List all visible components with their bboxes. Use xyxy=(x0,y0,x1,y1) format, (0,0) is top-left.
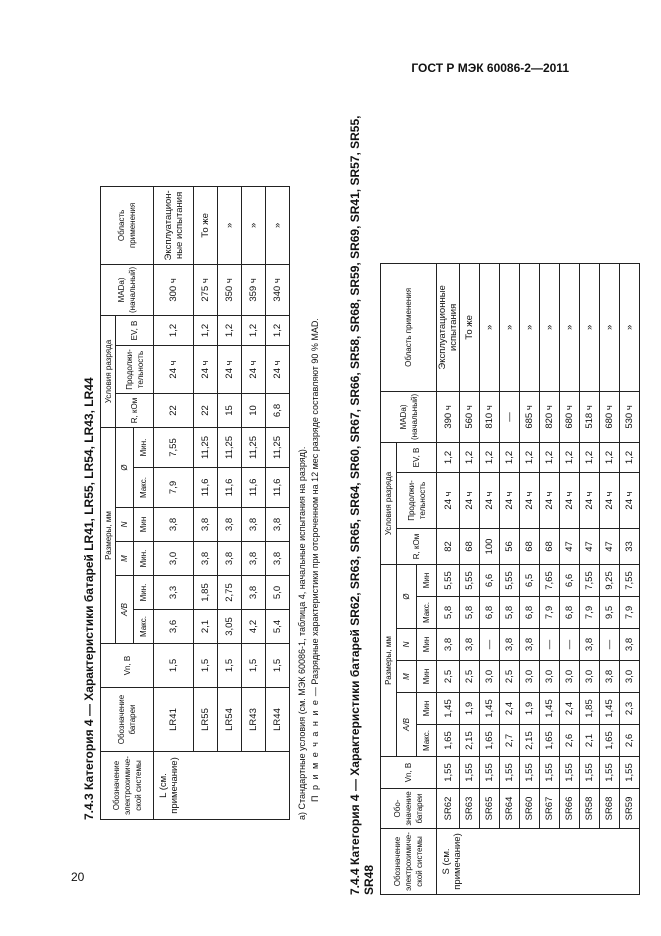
footnote: а) Стандартные условия (см. МЭК 60086-1, таблица 4, начальные испытания на разряд). xyxy=(297,446,307,820)
cell-ev: 1,2 xyxy=(560,443,580,473)
cell-m-min: 3,0 xyxy=(580,661,600,693)
th-n-min: Мин xyxy=(134,508,154,542)
cell-r: 47 xyxy=(560,529,580,565)
cell-area: » xyxy=(580,263,600,391)
cell-d-max: 9,5 xyxy=(600,597,620,629)
cell-area: » xyxy=(560,263,580,391)
cell-m-min: 3,8 xyxy=(600,661,620,693)
cell-d-max: 5,8 xyxy=(437,597,460,629)
section1-title: 7.4.3 Категория 4 — Характеристики батарей LR41, LR55, LR54, LR43, LR44 xyxy=(82,377,96,820)
cell-n-min: 3,8 xyxy=(242,508,266,542)
cell-bat: LR43 xyxy=(242,688,266,752)
cell-ab-max: 2,15 xyxy=(520,725,540,757)
cell-ab-max: 2,6 xyxy=(560,725,580,757)
cell-area: Эксплуатационные испытания xyxy=(437,263,460,391)
cell-n-min: — xyxy=(600,629,620,661)
cell-r: 22 xyxy=(154,394,194,428)
cell-mad: 680 ч xyxy=(600,391,620,442)
cell-ab-min: 1,9 xyxy=(520,693,540,725)
th-cond: Условия разряда xyxy=(101,316,116,428)
cell-m-min: 3,8 xyxy=(218,542,242,576)
th-system: Обозначение электрохимиче-ской системы xyxy=(381,829,437,895)
cell-d-min: 11,25 xyxy=(194,428,218,468)
cell-mad: 390 ч xyxy=(437,391,460,442)
cell-dur: 24 ч xyxy=(500,473,520,529)
th-system: Обозначение электрохимиче-ской системы xyxy=(101,752,154,820)
cell-vn: 1,55 xyxy=(600,757,620,789)
cell-vn: 1,55 xyxy=(480,757,500,789)
th-vn: Vn, В xyxy=(381,757,437,789)
cell-d-min: 6,6 xyxy=(560,565,580,597)
th-r: R, кОм xyxy=(397,529,437,565)
cell-ev: 1,2 xyxy=(154,316,194,346)
cell-ab-min: 2,75 xyxy=(218,576,242,610)
cell-ab-max: 3,6 xyxy=(154,610,194,644)
cell-dur: 24 ч xyxy=(560,473,580,529)
cell-system: L (см. примечание) xyxy=(154,752,290,820)
cell-vn: 1,5 xyxy=(154,644,194,688)
cell-area: » xyxy=(600,263,620,391)
table-row xyxy=(540,263,560,894)
th-ab: A/B xyxy=(397,693,417,757)
cell-ev: 1,2 xyxy=(460,443,480,473)
cell-d-max: 11,6 xyxy=(194,468,218,508)
table-row xyxy=(480,263,500,894)
cell-m-min: 3,8 xyxy=(194,542,218,576)
cell-area: Эксплуатацион-ные испытания xyxy=(154,186,194,264)
table-row xyxy=(266,186,290,819)
table-row xyxy=(600,263,620,894)
cell-m-min: 3,8 xyxy=(266,542,290,576)
cell-r: 33 xyxy=(620,529,640,565)
cell-m-min: 2,5 xyxy=(460,661,480,693)
cell-bat: SR62 xyxy=(437,789,460,829)
cell-r: 56 xyxy=(500,529,520,565)
th-ev: EV, В xyxy=(397,443,437,473)
cell-mad: 820 ч xyxy=(540,391,560,442)
cell-d-min: 7,65 xyxy=(540,565,560,597)
cell-vn: 1,55 xyxy=(540,757,560,789)
note-label: П р и м е ч а н и е xyxy=(310,698,320,802)
cell-d-min: 6,6 xyxy=(480,565,500,597)
cell-d-min: 5,55 xyxy=(500,565,520,597)
cell-mad: 680 ч xyxy=(560,391,580,442)
cell-ab-min: 1,45 xyxy=(600,693,620,725)
cell-d-max: 11,6 xyxy=(266,468,290,508)
cell-ev: 1,2 xyxy=(194,316,218,346)
cell-ab-max: 2,1 xyxy=(194,610,218,644)
cell-r: 15 xyxy=(218,394,242,428)
cell-system: S (см. примечание) xyxy=(437,829,640,895)
cell-area: » xyxy=(540,263,560,391)
table-row xyxy=(580,263,600,894)
cell-d-max: 7,9 xyxy=(580,597,600,629)
cell-d-min: 11,25 xyxy=(266,428,290,468)
cell-dur: 24 ч xyxy=(242,346,266,394)
cell-d-min: 6,5 xyxy=(520,565,540,597)
cell-mad: 685 ч xyxy=(520,391,540,442)
cell-d-max: 7,9 xyxy=(620,597,640,629)
cell-d-max: 11,6 xyxy=(242,468,266,508)
th-dia: Ø xyxy=(116,428,134,508)
cell-n-min: 3,8 xyxy=(520,629,540,661)
table-row xyxy=(218,186,242,819)
table-row xyxy=(154,186,194,819)
cell-m-min: 3,0 xyxy=(154,542,194,576)
cell-bat: LR44 xyxy=(266,688,290,752)
cell-ev: 1,2 xyxy=(580,443,600,473)
cell-m-min: 3,0 xyxy=(520,661,540,693)
th-ab-max: Макс. xyxy=(417,725,437,757)
cell-area: » xyxy=(242,186,266,264)
cell-ab-max: 4,2 xyxy=(242,610,266,644)
cell-dur: 24 ч xyxy=(600,473,620,529)
cell-n-min: 3,8 xyxy=(194,508,218,542)
cell-ev: 1,2 xyxy=(218,316,242,346)
cell-n-min: 3,8 xyxy=(437,629,460,661)
cell-n-min: 3,8 xyxy=(500,629,520,661)
cell-ab-min: 1,85 xyxy=(194,576,218,610)
cell-ab-max: 2,1 xyxy=(580,725,600,757)
cell-area: То же xyxy=(460,263,480,391)
table-row xyxy=(460,263,480,894)
cell-d-min: 5,55 xyxy=(437,565,460,597)
cell-n-min: 3,8 xyxy=(460,629,480,661)
cell-mad: 530 ч xyxy=(620,391,640,442)
th-d-max: Макс. xyxy=(417,597,437,629)
th-dims: Размеры, мм xyxy=(381,565,397,757)
cell-mad: — xyxy=(500,391,520,442)
cell-dur: 24 ч xyxy=(266,346,290,394)
cell-ev: 1,2 xyxy=(437,443,460,473)
cell-vn: 1,5 xyxy=(194,644,218,688)
cell-ab-min: 1,9 xyxy=(460,693,480,725)
cell-bat: SR65 xyxy=(480,789,500,829)
cell-mad: 810 ч xyxy=(480,391,500,442)
th-dur: Продолжи-тельность xyxy=(116,346,154,394)
cell-n-min: — xyxy=(540,629,560,661)
cell-dur: 24 ч xyxy=(520,473,540,529)
th-ev: EV, В xyxy=(116,316,154,346)
cell-mad: 560 ч xyxy=(460,391,480,442)
table-row xyxy=(560,263,580,894)
cell-vn: 1,5 xyxy=(242,644,266,688)
cell-r: 47 xyxy=(600,529,620,565)
table-row xyxy=(194,186,218,819)
cell-d-max: 7,9 xyxy=(154,468,194,508)
cell-d-max: 7,9 xyxy=(540,597,560,629)
cell-r: 47 xyxy=(580,529,600,565)
cell-ab-min: 1,45 xyxy=(540,693,560,725)
cell-m-min: 2,5 xyxy=(500,661,520,693)
cell-ab-min: 2,4 xyxy=(500,693,520,725)
th-d-max: Макс. xyxy=(134,468,154,508)
cell-bat: LR41 xyxy=(154,688,194,752)
cell-ab-max: 1,65 xyxy=(540,725,560,757)
cell-d-min: 7,55 xyxy=(580,565,600,597)
cell-area: » xyxy=(500,263,520,391)
cell-r: 22 xyxy=(194,394,218,428)
cell-r: 10 xyxy=(242,394,266,428)
th-area: Область применения xyxy=(381,263,437,391)
cell-d-max: 6,8 xyxy=(520,597,540,629)
cell-vn: 1,55 xyxy=(560,757,580,789)
cell-d-min: 11,25 xyxy=(242,428,266,468)
table-row xyxy=(500,263,520,894)
cell-mad: 340 ч xyxy=(266,264,290,315)
cell-area: То же xyxy=(194,186,218,264)
cell-ab-min: 2,3 xyxy=(620,693,640,725)
cell-dur: 24 ч xyxy=(620,473,640,529)
cell-vn: 1,55 xyxy=(580,757,600,789)
cell-dur: 24 ч xyxy=(437,473,460,529)
cell-n-min: 3,8 xyxy=(580,629,600,661)
cell-bat: SR66 xyxy=(560,789,580,829)
table-row xyxy=(620,263,640,894)
th-ab-min: Мин xyxy=(417,693,437,725)
table-row xyxy=(437,263,460,894)
cell-ab-max: 2,15 xyxy=(460,725,480,757)
cell-n-min: — xyxy=(480,629,500,661)
page-number: 20 xyxy=(71,870,85,884)
th-d-min: Мин. xyxy=(134,428,154,468)
cell-bat: LR54 xyxy=(218,688,242,752)
cell-d-min: 7,55 xyxy=(154,428,194,468)
cell-mad: 359 ч xyxy=(242,264,266,315)
th-ab-max: Макс. xyxy=(134,610,154,644)
cell-bat: LR55 xyxy=(194,688,218,752)
cell-ab-max: 1,65 xyxy=(437,725,460,757)
cell-ab-min: 1,85 xyxy=(580,693,600,725)
cell-d-max: 5,8 xyxy=(500,597,520,629)
cell-d-min: 9,25 xyxy=(600,565,620,597)
cell-area: » xyxy=(480,263,500,391)
th-n-min: Мин xyxy=(417,629,437,661)
cell-vn: 1,55 xyxy=(520,757,540,789)
th-battery: Обозначение батареи xyxy=(101,688,154,752)
th-n: N xyxy=(116,508,134,542)
cell-ev: 1,2 xyxy=(540,443,560,473)
table-lr xyxy=(100,186,290,820)
th-ab: A/B xyxy=(116,576,134,644)
cell-vn: 1,55 xyxy=(620,757,640,789)
cell-ev: 1,2 xyxy=(520,443,540,473)
cell-ab-max: 1,65 xyxy=(600,725,620,757)
cell-r: 82 xyxy=(437,529,460,565)
table-row xyxy=(242,186,266,819)
cell-ab-max: 1,65 xyxy=(480,725,500,757)
th-m: M xyxy=(397,661,417,693)
cell-ev: 1,2 xyxy=(620,443,640,473)
cell-d-min: 5,55 xyxy=(460,565,480,597)
cell-m-min: 3,0 xyxy=(560,661,580,693)
th-d-min: Мин xyxy=(417,565,437,597)
cell-ab-max: 2,7 xyxy=(500,725,520,757)
cell-n-min: 3,8 xyxy=(620,629,640,661)
cell-r: 100 xyxy=(480,529,500,565)
cell-vn: 1,5 xyxy=(266,644,290,688)
cell-ab-min: 5,0 xyxy=(266,576,290,610)
cell-vn: 1,55 xyxy=(437,757,460,789)
cell-ev: 1,2 xyxy=(242,316,266,346)
th-ab-min: Мин. xyxy=(134,576,154,610)
th-dia: Ø xyxy=(397,565,417,629)
cell-ab-min: 2,4 xyxy=(560,693,580,725)
cell-vn: 1,55 xyxy=(460,757,480,789)
cell-r: 6,8 xyxy=(266,394,290,428)
cell-bat: SR60 xyxy=(520,789,540,829)
cell-mad: 350 ч xyxy=(218,264,242,315)
cell-ev: 1,2 xyxy=(500,443,520,473)
cell-n-min: 3,8 xyxy=(218,508,242,542)
th-m-min: Мин. xyxy=(134,542,154,576)
section-7-4-4 xyxy=(348,105,635,895)
cell-ab-min: 1,45 xyxy=(480,693,500,725)
th-vn: Vn, В xyxy=(101,644,154,688)
section-7-4-3 xyxy=(82,100,332,820)
section2-title: 7.4.4 Категория 4 — Характеристики батарей SR62, SR63, SR65, SR64, SR60, SR67, SR66, SR58, SR68, SR59, SR69, SR41, SR57, SR55, SR48 xyxy=(348,115,376,895)
cell-r: 68 xyxy=(520,529,540,565)
th-m: M xyxy=(116,542,134,576)
th-m-min: Мин xyxy=(417,661,437,693)
cell-area: » xyxy=(218,186,242,264)
cell-d-min: 11,25 xyxy=(218,428,242,468)
cell-dur: 24 ч xyxy=(154,346,194,394)
cell-ab-max: 2,6 xyxy=(620,725,640,757)
cell-bat: SR59 xyxy=(620,789,640,829)
th-dims: Размеры, мм xyxy=(101,428,116,644)
cell-bat: SR67 xyxy=(540,789,560,829)
cell-d-min: 7,55 xyxy=(620,565,640,597)
cell-d-max: 6,8 xyxy=(480,597,500,629)
cell-d-max: 6,8 xyxy=(560,597,580,629)
cell-dur: 24 ч xyxy=(480,473,500,529)
cell-m-min: 2,5 xyxy=(437,661,460,693)
cell-m-min: 3,0 xyxy=(480,661,500,693)
th-n: N xyxy=(397,629,417,661)
cell-area: » xyxy=(266,186,290,264)
cell-ab-max: 5,4 xyxy=(266,610,290,644)
cell-vn: 1,55 xyxy=(500,757,520,789)
th-battery: Обо-значение батареи xyxy=(381,789,437,829)
cell-d-max: 11,6 xyxy=(218,468,242,508)
cell-dur: 24 ч xyxy=(540,473,560,529)
cell-m-min: 3,8 xyxy=(242,542,266,576)
cell-n-min: 3,8 xyxy=(154,508,194,542)
th-mad: MADа)(начальный) xyxy=(381,391,437,442)
cell-m-min: 3,0 xyxy=(620,661,640,693)
cell-ev: 1,2 xyxy=(480,443,500,473)
document-header: ГОСТ Р МЭК 60086-2—2011 xyxy=(411,61,569,75)
table-row xyxy=(520,263,540,894)
cell-ev: 1,2 xyxy=(600,443,620,473)
cell-mad: 275 ч xyxy=(194,264,218,315)
cell-dur: 24 ч xyxy=(194,346,218,394)
cell-ab-min: 3,3 xyxy=(154,576,194,610)
cell-r: 68 xyxy=(460,529,480,565)
cell-bat: SR63 xyxy=(460,789,480,829)
cell-d-max: 5,8 xyxy=(460,597,480,629)
note-text: — Разрядные характеристики при отсроченном на 12 мес разряде составляют 90 % MAD. xyxy=(310,318,320,699)
cell-r: 68 xyxy=(540,529,560,565)
th-cond: Условия разряда xyxy=(381,443,397,565)
cell-bat: SR68 xyxy=(600,789,620,829)
cell-dur: 24 ч xyxy=(580,473,600,529)
cell-mad: 518 ч xyxy=(580,391,600,442)
cell-ab-min: 3,8 xyxy=(242,576,266,610)
cell-area: » xyxy=(620,263,640,391)
cell-n-min: 3,8 xyxy=(266,508,290,542)
th-mad: MADа)(начальный) xyxy=(101,264,154,315)
th-dur: Продолжи-тельность xyxy=(397,473,437,529)
cell-ab-min: 1,45 xyxy=(437,693,460,725)
th-area: Область применения xyxy=(101,186,154,264)
cell-ab-max: 3,05 xyxy=(218,610,242,644)
cell-vn: 1,5 xyxy=(218,644,242,688)
cell-mad: 300 ч xyxy=(154,264,194,315)
table-sr xyxy=(380,263,640,895)
cell-m-min: 3,0 xyxy=(540,661,560,693)
cell-bat: SR58 xyxy=(580,789,600,829)
cell-n-min: — xyxy=(560,629,580,661)
cell-bat: SR64 xyxy=(500,789,520,829)
cell-dur: 24 ч xyxy=(460,473,480,529)
th-r: R, кОм xyxy=(116,394,154,428)
note xyxy=(309,100,322,820)
cell-ev: 1,2 xyxy=(266,316,290,346)
cell-area: » xyxy=(520,263,540,391)
cell-dur: 24 ч xyxy=(218,346,242,394)
